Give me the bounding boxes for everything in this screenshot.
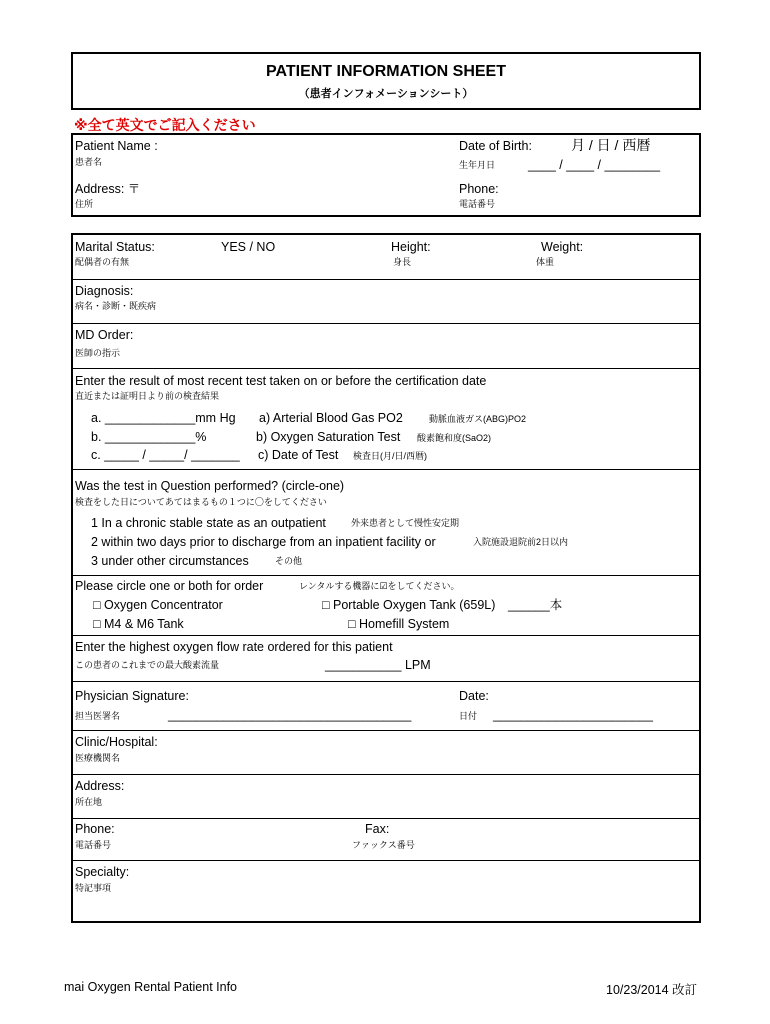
order-m4-m6-tank[interactable]: □ M4 & M6 Tank [93,617,184,631]
divider [73,575,699,576]
patient-name-jp: 患者名 [75,157,103,167]
divider [73,635,699,636]
marital-jp: 配偶者の有無 [75,257,130,267]
specialty-label: Specialty: [75,865,130,879]
dob-label: Date of Birth: [459,139,532,153]
question-option-2-jp: 入院施設退院前2日以内 [473,537,569,547]
phone-label: Phone: [459,182,499,196]
order-portable-tank-qty[interactable]: ______本 [508,598,563,612]
clinic-phone-jp: 電話番号 [75,840,112,850]
divider [73,323,699,324]
test-b-jp: 酸素飽和度(SaO2) [417,433,492,443]
md-order-jp: 医師の指示 [75,348,121,358]
dob-jp: 生年月日 [459,160,496,170]
page-title: PATIENT INFORMATION SHEET [266,63,506,80]
divider [73,279,699,280]
divider [73,730,699,731]
footer-revision-date: 10/23/2014 改訂 [606,983,698,997]
question-option-3-jp: その他 [275,556,303,566]
test-result-label: Enter the result of most recent test taken on or before the certification date [75,374,487,388]
weight-jp: 体重 [536,257,555,267]
dob-format: 月 / 日 / 西暦 [571,137,651,153]
order-label: Please circle one or both for order [75,579,264,593]
test-result-jp: 直近または証明日より前の検査結果 [75,391,220,401]
question-option-1-jp: 外来患者として慢性安定期 [351,518,460,528]
md-order-label: MD Order: [75,328,134,342]
diagnosis-jp: 病名・診断・既疾病 [75,301,157,311]
question-option-2[interactable]: 2 within two days prior to discharge from an inpatient facility or [91,535,436,549]
address-jp: 住所 [75,199,94,209]
test-c-label: c) Date of Test [258,448,339,462]
page-subtitle: （患者インフォメーションシート） [298,88,474,100]
footer-form-name: mai Oxygen Rental Patient Info [64,980,238,994]
flow-rate-blank[interactable]: ___________ LPM [325,658,431,672]
height-jp: 身長 [393,257,412,267]
patient-name-label: Patient Name : [75,139,158,153]
physician-signature-jp: 担当医署名 [75,711,121,721]
flow-rate-jp: この患者のこれまでの最大酸素流量 [75,660,220,670]
divider [73,368,699,369]
test-a-blank[interactable]: a. _____________mm Hg [91,411,236,425]
order-portable-tank[interactable]: □ Portable Oxygen Tank (659L) [322,598,496,612]
patient-info-box [71,133,701,217]
physician-date-blank[interactable]: _______________________ [493,708,653,722]
question-option-3[interactable]: 3 under other circumstances [91,554,249,568]
question-option-1[interactable]: 1 In a chronic stable state as an outpatient [91,516,326,530]
physician-signature-blank[interactable]: ___________________________________ [168,708,412,722]
test-b-label: b) Oxygen Saturation Test [256,430,401,444]
divider [73,818,699,819]
clinic-jp: 医療機関名 [75,753,121,763]
height-label: Height: [391,240,431,254]
clinic-address-label: Address: [75,779,125,793]
question-jp: 検査をした日についてあてはまるもの１つに〇をしてください [75,497,327,507]
divider [73,469,699,470]
clinic-fax-label: Fax: [365,822,390,836]
title-box [71,52,701,110]
divider [73,860,699,861]
test-c-blank[interactable]: c. _____ / _____/ _______ [91,448,240,462]
marital-label: Marital Status: [75,240,155,254]
physician-date-jp: 日付 [459,711,478,721]
diagnosis-label: Diagnosis: [75,284,134,298]
order-jp: レンタルする機器に☑をしてください。 [299,581,460,591]
main-form-box [71,233,701,923]
weight-label: Weight: [541,240,584,254]
marital-options[interactable]: YES / NO [221,240,276,254]
clinic-label: Clinic/Hospital: [75,735,158,749]
physician-signature-label: Physician Signature: [75,689,189,703]
test-a-jp: 動脈血液ガス(ABG)PO2 [429,414,527,424]
order-homefill-system[interactable]: □ Homefill System [348,617,450,631]
specialty-jp: 特記事項 [75,883,112,893]
divider [73,774,699,775]
test-c-jp: 検査日(月/日/西暦) [353,451,427,461]
english-only-notice: ※全て英文でご記入ください [74,117,256,133]
order-oxygen-concentrator[interactable]: □ Oxygen Concentrator [93,598,223,612]
address-label: Address: 〒 [75,182,141,196]
test-a-label: a) Arterial Blood Gas PO2 [259,411,403,425]
test-b-blank[interactable]: b. _____________% [91,430,207,444]
clinic-phone-label: Phone: [75,822,115,836]
clinic-fax-jp: ファックス番号 [352,840,415,850]
question-label: Was the test in Question performed? (circle-one) [75,479,345,493]
divider [73,681,699,682]
clinic-address-jp: 所在地 [75,797,103,807]
flow-rate-label: Enter the highest oxygen flow rate ordered for this patient [75,640,393,654]
dob-blank[interactable]: ____ / ____ / ________ [528,158,661,172]
phone-jp: 電話番号 [459,199,496,209]
physician-date-label: Date: [459,689,489,703]
